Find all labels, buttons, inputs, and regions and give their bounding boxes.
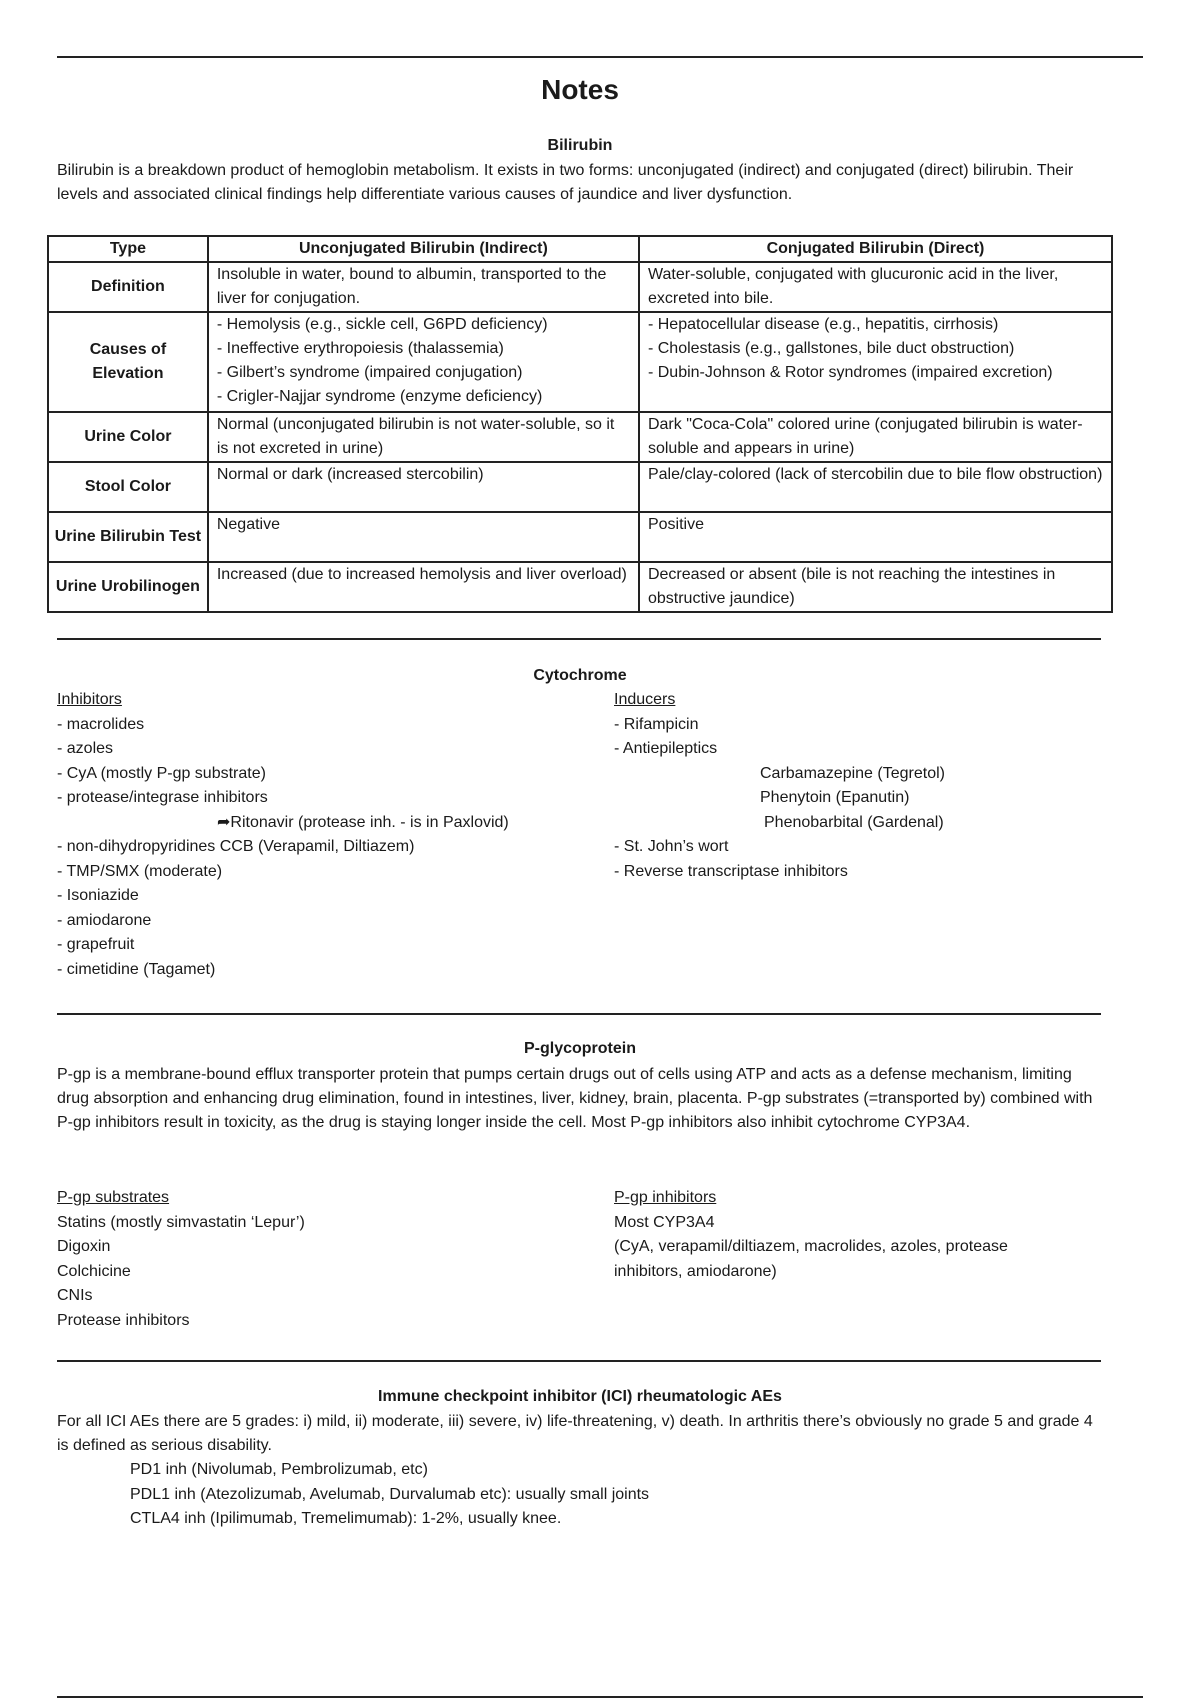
list-item: Digoxin xyxy=(57,1238,111,1255)
table-row xyxy=(48,512,1112,562)
cell-conjugated xyxy=(639,412,1112,462)
pgp-title: P-glycoprotein xyxy=(523,1040,636,1057)
table-row xyxy=(48,312,1112,412)
ici-list xyxy=(130,1458,649,1532)
bilirubin-title: Bilirubin xyxy=(547,137,613,154)
cell-line: Dark "Coca-Cola" colored urine (conjugated bilirubin is water-soluble and appears in urine) xyxy=(647,416,1083,457)
pgp-inhibitors-heading: P-gp inhibitors xyxy=(614,1189,717,1206)
list-item: - amiodarone xyxy=(57,911,152,929)
cell-line: - Crigler-Najjar syndrome (enzyme deficiency) xyxy=(216,388,543,405)
cell-line: - Gilbert’s syndrome (impaired conjugation) xyxy=(216,364,523,381)
pgp-intro: P-gp is a membrane-bound efflux transporter protein that pumps certain drugs out of cells using ATP and acts as a defense mechanism, limiting drug absorption and enhancing drug elimination, found in intestines, liver, kidney, brain, placenta. P-gp substrates (=transported by) combined with P-gp inhibitors result in toxicity, as the drug is staying longer inside the cell. Most P-gp inhibitors also inhibit cytochrome CYP3A4. xyxy=(57,1066,1093,1131)
cytochrome-title: Cytochrome xyxy=(533,667,627,684)
header-unconjugated: Unconjugated Bilirubin (Indirect) xyxy=(208,236,639,262)
cell-line: - Hemolysis (e.g., sickle cell, G6PD deficiency) xyxy=(216,316,548,333)
list-item: CNIs xyxy=(57,1287,93,1304)
list-item: - macrolides xyxy=(57,715,145,733)
list-item: - Isoniazide xyxy=(57,887,139,904)
cell-line: - Dubin-Johnson & Rotor syndromes (impaired excretion) xyxy=(647,364,1053,381)
list-item: Phenytoin (Epanutin) xyxy=(760,789,910,806)
list-item: (CyA, verapamil/diltiazem, macrolides, azoles, protease xyxy=(614,1238,1008,1255)
row-type-label: Urine Bilirubin Test xyxy=(48,512,208,562)
cell-line: Normal (unconjugated bilirubin is not water-soluble, so it is not excreted in urine) xyxy=(216,416,615,457)
list-item: - protease/integrase inhibitors xyxy=(57,789,268,806)
list-item: Statins (mostly simvastatin ‘Lepur’) xyxy=(57,1213,305,1231)
list-item: Phenobarbital (Gardenal) xyxy=(764,813,944,831)
row-type-label: Causes of Elevation xyxy=(48,312,208,412)
list-item: - non-dihydropyridines CCB (Verapamil, Diltiazem) xyxy=(57,838,415,855)
inducers-heading: Inducers xyxy=(614,691,676,708)
cell-line: Water-soluble, conjugated with glucuronic acid in the liver, excreted into bile. xyxy=(647,266,1059,307)
cell-line: - Ineffective erythropoiesis (thalassemia) xyxy=(216,340,504,357)
list-item: - TMP/SMX (moderate) xyxy=(57,862,223,880)
list-item: - CyA (mostly P-gp substrate) xyxy=(57,764,266,782)
list-item: - cimetidine (Tagamet) xyxy=(57,960,216,978)
cell-conjugated xyxy=(639,312,1112,412)
cell-line: Insoluble in water, bound to albumin, transported to the liver for conjugation. xyxy=(216,266,607,307)
list-item: - Reverse transcriptase inhibitors xyxy=(614,862,848,880)
list-item: - azoles xyxy=(57,740,114,757)
row-type-label: Stool Color xyxy=(48,462,208,512)
page-title: Notes xyxy=(541,74,619,105)
cell-line: Negative xyxy=(216,516,280,533)
inhibitors-heading: Inhibitors xyxy=(57,691,122,708)
list-item: PDL1 inh (Atezolizumab, Avelumab, Durvalumab etc): usually small joints xyxy=(130,1485,650,1503)
cell-conjugated xyxy=(639,462,1112,512)
row-type-label: Urine Color xyxy=(48,412,208,462)
list-item: Colchicine xyxy=(57,1262,131,1280)
cytochrome-inhibitors xyxy=(57,688,509,982)
cell-line: Decreased or absent (bile is not reaching the intestines in obstructive jaundice) xyxy=(647,566,1056,607)
list-item: - Rifampicin xyxy=(614,715,699,733)
cell-line: Positive xyxy=(647,516,704,533)
cell-unconjugated xyxy=(208,312,639,412)
cell-line: - Hepatocellular disease (e.g., hepatitis, cirrhosis) xyxy=(647,316,999,333)
bilirubin-table xyxy=(47,235,1113,613)
table-row xyxy=(48,462,1112,512)
cell-line: - Cholestasis (e.g., gallstones, bile duct obstruction) xyxy=(647,340,1015,357)
pgp-substrates-heading: P-gp substrates xyxy=(57,1189,170,1206)
header-type: Type xyxy=(48,236,208,262)
divider-ici xyxy=(57,1360,1101,1362)
list-item: Protease inhibitors xyxy=(57,1311,190,1329)
cell-conjugated xyxy=(639,562,1112,612)
cell-conjugated xyxy=(639,512,1112,562)
cell-unconjugated xyxy=(208,562,639,612)
cell-line: Pale/clay-colored (lack of stercobilin due to bile flow obstruction) xyxy=(647,466,1103,483)
cell-unconjugated xyxy=(208,512,639,562)
list-item: CTLA4 inh (Ipilimumab, Tremelimumab): 1-2%, usually knee. xyxy=(130,1510,562,1527)
top-divider xyxy=(57,56,1143,58)
pgp-inhibitors xyxy=(614,1186,1008,1284)
divider-cytochrome xyxy=(57,638,1101,640)
pgp-substrates xyxy=(57,1186,305,1333)
row-type-label: Urine Urobilinogen xyxy=(48,562,208,612)
cell-unconjugated xyxy=(208,412,639,462)
row-type-label: Definition xyxy=(48,262,208,312)
list-item: - Antiepileptics xyxy=(614,740,718,757)
list-item: Carbamazepine (Tegretol) xyxy=(760,764,945,782)
list-item: - St. John’s wort xyxy=(614,838,729,855)
cell-unconjugated xyxy=(208,262,639,312)
list-item: Most CYP3A4 xyxy=(614,1213,715,1231)
header-conjugated: Conjugated Bilirubin (Direct) xyxy=(639,236,1112,262)
cell-unconjugated xyxy=(208,462,639,512)
list-item: ➦Ritonavir (protease inh. - is in Paxlovid) xyxy=(217,813,509,831)
table-row xyxy=(48,262,1112,312)
table-row xyxy=(48,562,1112,612)
bottom-divider xyxy=(57,1696,1143,1698)
table-header-row xyxy=(48,236,1112,262)
cell-line: Normal or dark (increased stercobilin) xyxy=(216,466,484,483)
list-item: PD1 inh (Nivolumab, Pembrolizumab, etc) xyxy=(130,1461,428,1478)
cell-line: Increased (due to increased hemolysis and liver overload) xyxy=(216,566,627,583)
cytochrome-inducers xyxy=(614,688,945,884)
table-row xyxy=(48,412,1112,462)
bilirubin-intro: Bilirubin is a breakdown product of hemoglobin metabolism. It exists in two forms: unconjugated (indirect) and conjugated (direct) bilirubin. Their levels and associated clinical findings help differentiate various causes of jaundice and liver dysfunction. xyxy=(57,162,1074,203)
ici-title: Immune checkpoint inhibitor (ICI) rheumatologic AEs xyxy=(378,1388,782,1405)
list-item: - grapefruit xyxy=(57,936,135,953)
divider-pgp xyxy=(57,1013,1101,1015)
list-item: inhibitors, amiodarone) xyxy=(614,1262,777,1280)
ici-intro: For all ICI AEs there are 5 grades: i) mild, ii) moderate, iii) severe, iv) life-threatening, v) death. In arthritis there’s obviously no grade 5 and grade 4 is defined as serious disability. xyxy=(57,1413,1093,1454)
cell-conjugated xyxy=(639,262,1112,312)
